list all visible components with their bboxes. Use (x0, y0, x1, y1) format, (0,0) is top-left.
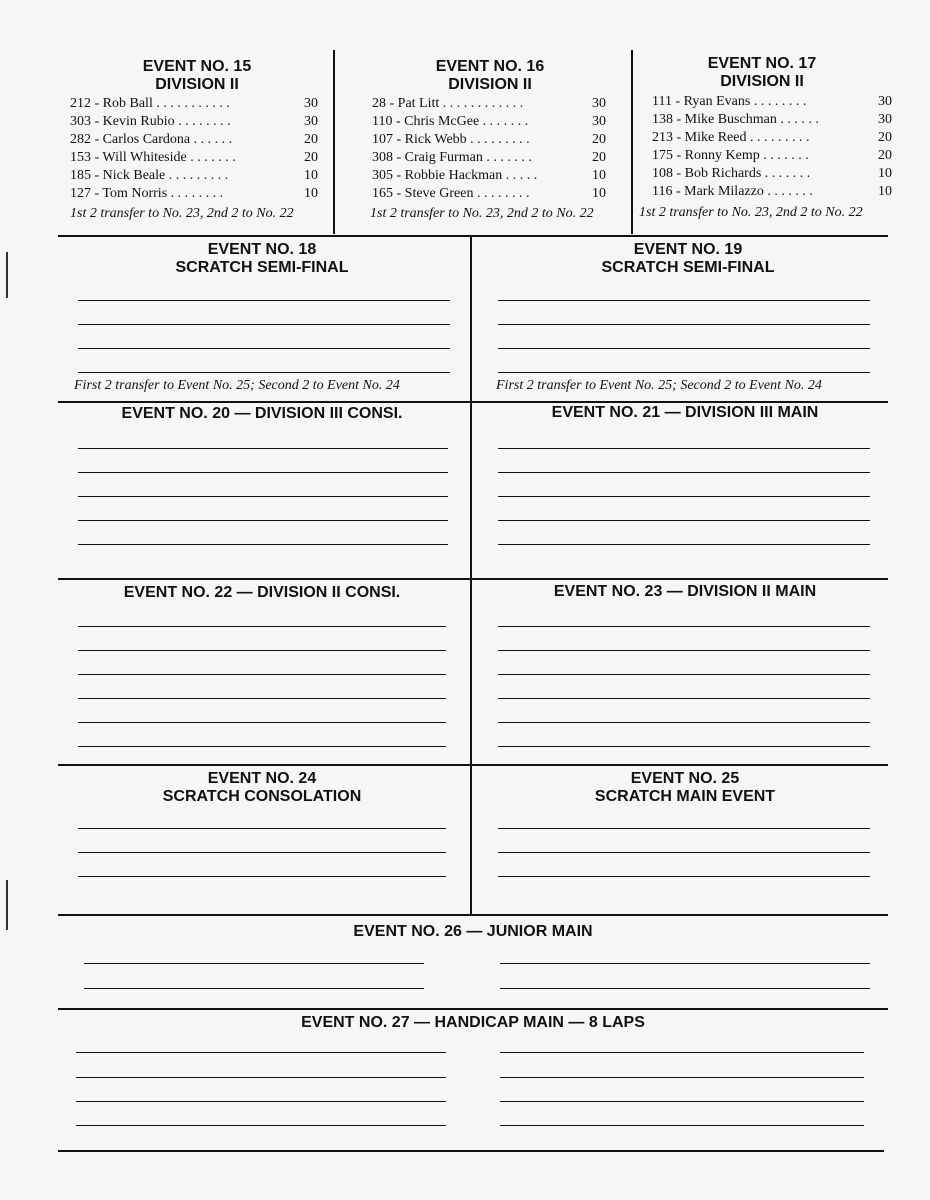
result-line (84, 963, 424, 964)
result-line (78, 372, 450, 373)
result-line (84, 988, 424, 989)
points: 10 (592, 186, 606, 201)
points: 20 (304, 150, 318, 165)
binder-mark (6, 252, 8, 298)
points: 20 (878, 148, 892, 163)
result-line (76, 1125, 446, 1126)
result-line (78, 852, 446, 853)
transfer-note: 1st 2 transfer to No. 23, 2nd 2 to No. 22 (639, 205, 863, 220)
event-division: DIVISION II (155, 76, 239, 93)
event-23-title: EVENT NO. 23 — DIVISION II MAIN (553, 583, 817, 600)
divider (470, 236, 472, 402)
entry-row (652, 183, 892, 201)
event-division: DIVISION II (720, 73, 804, 90)
points: 20 (592, 132, 606, 147)
points: 20 (304, 132, 318, 147)
driver-entry: 303 - Kevin Rubio . . . . . . . . (70, 114, 231, 129)
driver-entry: 165 - Steve Green . . . . . . . . (372, 186, 530, 201)
event-21-title: EVENT NO. 21 — DIVISION III MAIN (551, 404, 819, 421)
result-line (498, 650, 870, 651)
driver-entry: 185 - Nick Beale . . . . . . . . . (70, 168, 229, 183)
event-subtitle: SCRATCH SEMI-FINAL (175, 259, 349, 276)
result-line (78, 300, 450, 301)
entry-row (70, 113, 318, 131)
points: 10 (304, 186, 318, 201)
event-number: EVENT NO. 19 (633, 241, 743, 258)
driver-entry: 212 - Rob Ball . . . . . . . . . . . (70, 96, 230, 111)
event-subtitle: SCRATCH MAIN EVENT (594, 788, 776, 805)
event-27-title: EVENT NO. 27 — HANDICAP MAIN — 8 LAPS (301, 1014, 645, 1031)
result-line (498, 544, 870, 545)
entry-row (372, 95, 606, 113)
result-line (76, 1052, 446, 1053)
entry-row (372, 167, 606, 185)
divider (58, 1008, 888, 1010)
result-line (498, 300, 870, 301)
driver-entry: 282 - Carlos Cardona . . . . . . (70, 132, 233, 147)
transfer-note: First 2 transfer to Event No. 25; Second 2 to Event No. 24 (74, 378, 400, 393)
driver-entry: 308 - Craig Furman . . . . . . . (372, 150, 532, 165)
result-line (76, 1101, 446, 1102)
divider (58, 914, 888, 916)
event-15-title (66, 58, 328, 94)
transfer-note: 1st 2 transfer to No. 23, 2nd 2 to No. 22 (370, 206, 594, 221)
driver-entry: 28 - Pat Litt . . . . . . . . . . . . (372, 96, 524, 111)
entry-row (70, 131, 318, 149)
result-line (76, 1077, 446, 1078)
points: 10 (878, 184, 892, 199)
result-line (498, 372, 870, 373)
entry-list (652, 93, 892, 201)
result-line (500, 1125, 864, 1126)
entry-row (372, 149, 606, 167)
result-line (78, 626, 446, 627)
points: 30 (304, 96, 318, 111)
result-line (500, 963, 870, 964)
result-line (78, 746, 446, 747)
entry-row (70, 167, 318, 185)
entry-row (372, 113, 606, 131)
divider (58, 764, 888, 766)
divider (58, 1150, 884, 1152)
driver-entry: 305 - Robbie Hackman . . . . . (372, 168, 538, 183)
entry-row (70, 95, 318, 113)
event-number: EVENT NO. 16 (435, 58, 545, 75)
event-number: EVENT NO. 25 (630, 770, 740, 787)
transfer-note: 1st 2 transfer to No. 23, 2nd 2 to No. 22 (70, 206, 294, 221)
result-line (498, 674, 870, 675)
points: 30 (878, 94, 892, 109)
result-line (498, 876, 870, 877)
driver-entry: 153 - Will Whiteside . . . . . . . (70, 150, 236, 165)
result-line (500, 988, 870, 989)
result-line (498, 626, 870, 627)
entry-list (372, 95, 606, 203)
driver-entry: 110 - Chris McGee . . . . . . . (372, 114, 529, 129)
points: 20 (878, 130, 892, 145)
entry-row (372, 185, 606, 203)
result-line (500, 1052, 864, 1053)
entry-row (652, 165, 892, 183)
entry-row (652, 129, 892, 147)
result-line (78, 520, 448, 521)
divider (470, 402, 472, 578)
binder-mark (6, 880, 8, 930)
event-number: EVENT NO. 15 (142, 58, 252, 75)
result-line (78, 876, 446, 877)
result-line (498, 348, 870, 349)
driver-entry: 107 - Rick Webb . . . . . . . . . (372, 132, 530, 147)
transfer-note: First 2 transfer to Event No. 25; Second 2 to Event No. 24 (496, 378, 822, 393)
entry-row (372, 131, 606, 149)
result-line (498, 852, 870, 853)
result-line (78, 496, 448, 497)
entry-list (70, 95, 318, 203)
driver-entry: 213 - Mike Reed . . . . . . . . . (652, 130, 810, 145)
result-line (500, 1101, 864, 1102)
result-line (498, 324, 870, 325)
result-line (498, 472, 870, 473)
event-18-title (72, 241, 452, 277)
points: 20 (592, 150, 606, 165)
points: 10 (878, 166, 892, 181)
result-line (498, 828, 870, 829)
result-line (498, 722, 870, 723)
points: 10 (304, 168, 318, 183)
event-subtitle: SCRATCH SEMI-FINAL (601, 259, 775, 276)
event-number: EVENT NO. 18 (207, 241, 317, 258)
driver-entry: 138 - Mike Buschman . . . . . . (652, 112, 819, 127)
result-line (78, 472, 448, 473)
divider (333, 50, 335, 234)
divider (58, 578, 888, 580)
event-24-title (72, 770, 452, 806)
driver-entry: 116 - Mark Milazzo . . . . . . . (652, 184, 813, 199)
event-subtitle: SCRATCH CONSOLATION (162, 788, 362, 805)
entry-row (70, 149, 318, 167)
result-line (78, 698, 446, 699)
result-line (498, 698, 870, 699)
result-line (78, 650, 446, 651)
result-line (78, 544, 448, 545)
result-line (78, 722, 446, 723)
event-25-title (490, 770, 880, 806)
event-20-title: EVENT NO. 20 — DIVISION III CONSI. (121, 405, 403, 422)
points: 30 (592, 114, 606, 129)
divider (58, 235, 888, 237)
event-number: EVENT NO. 24 (207, 770, 317, 787)
divider (470, 579, 472, 765)
result-line (78, 348, 450, 349)
event-division: DIVISION II (448, 76, 532, 93)
entry-row (652, 111, 892, 129)
entry-row (652, 147, 892, 165)
result-line (498, 746, 870, 747)
result-line (498, 448, 870, 449)
points: 30 (592, 96, 606, 111)
points: 30 (304, 114, 318, 129)
result-line (498, 520, 870, 521)
driver-entry: 111 - Ryan Evans . . . . . . . . (652, 94, 807, 109)
driver-entry: 175 - Ronny Kemp . . . . . . . (652, 148, 809, 163)
event-26-title: EVENT NO. 26 — JUNIOR MAIN (353, 923, 593, 940)
result-line (78, 324, 450, 325)
result-line (78, 828, 446, 829)
driver-entry: 108 - Bob Richards . . . . . . . (652, 166, 811, 181)
result-line (78, 674, 446, 675)
event-22-title: EVENT NO. 22 — DIVISION II CONSI. (123, 584, 401, 601)
event-19-title (496, 241, 880, 277)
result-line (78, 448, 448, 449)
driver-entry: 127 - Tom Norris . . . . . . . . (70, 186, 224, 201)
result-line (500, 1077, 864, 1078)
event-number: EVENT NO. 17 (707, 55, 817, 72)
event-16-title (355, 58, 625, 94)
event-17-title (632, 55, 892, 91)
divider (470, 765, 472, 915)
entry-row (652, 93, 892, 111)
points: 30 (878, 112, 892, 127)
result-line (498, 496, 870, 497)
entry-row (70, 185, 318, 203)
points: 10 (592, 168, 606, 183)
divider (58, 401, 888, 403)
